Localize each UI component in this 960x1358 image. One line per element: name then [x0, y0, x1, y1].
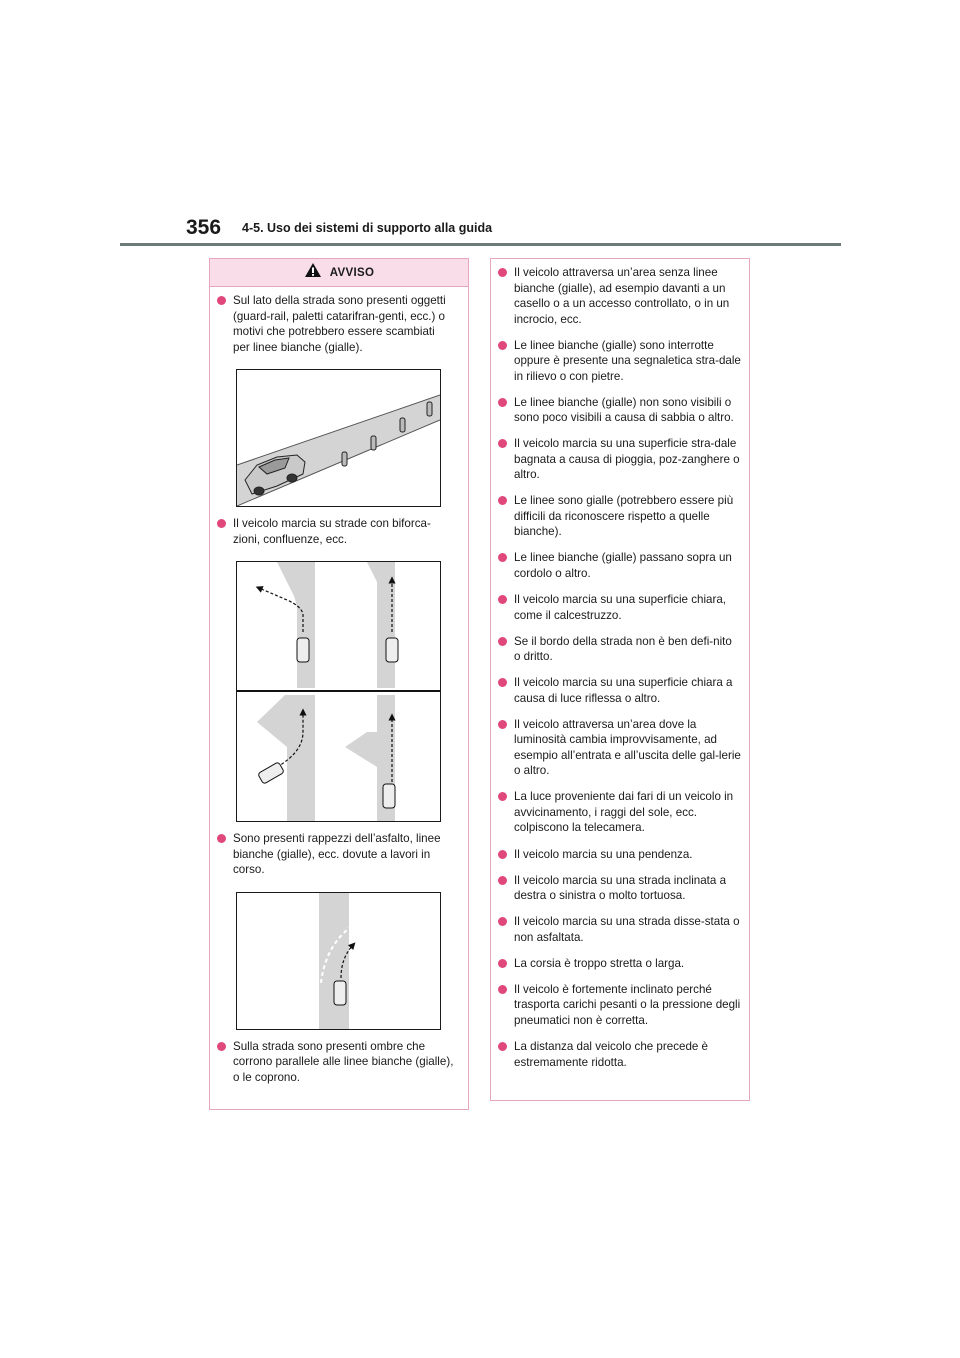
warning-header: [210, 259, 468, 287]
illustration-road-works: [236, 892, 441, 1030]
illustration-road-forks: [236, 561, 441, 822]
bullet-dot-icon: [498, 850, 507, 859]
header-rule: [120, 243, 841, 246]
bullet-dot-icon: [498, 959, 507, 968]
bullet-dot-icon: [498, 595, 507, 604]
bullet-dot-icon: [498, 720, 507, 729]
bullet-dot-icon: [217, 519, 226, 528]
list-item: Il veicolo attraversa un’area senza linee bianche (gialle), ad esempio davanti a un casello o a un accesso controllato, o in un incrocio, ecc.: [498, 265, 741, 327]
warning-triangle-icon: [304, 262, 322, 283]
list-item: Le linee bianche (gialle) passano sopra un cordolo o altro.: [498, 550, 741, 581]
bullet-dot-icon: [498, 985, 507, 994]
list-item: La luce proveniente dai fari di un veicolo in avvicinamento, i raggi del sole, ecc. colpiscono la telecamera.: [498, 789, 741, 836]
bullet-dot-icon: [498, 496, 507, 505]
bullet-dot-icon: [498, 398, 507, 407]
bullet-dot-icon: [498, 792, 507, 801]
bullet-dot-icon: [498, 1042, 507, 1051]
bullet-dot-icon: [498, 439, 507, 448]
bullet-dot-icon: [217, 834, 226, 843]
bullet-dot-icon: [498, 553, 507, 562]
bullet-dot-icon: [217, 296, 226, 305]
list-item: Il veicolo marcia su una strada disse-stata o non asfaltata.: [498, 914, 741, 945]
list-item: Sono presenti rappezzi dell’asfalto, linee bianche (gialle), ecc. dovute a lavori in corso.: [217, 831, 454, 878]
bullet-dot-icon: [498, 678, 507, 687]
bullet-dot-icon: [498, 637, 507, 646]
list-item: Il veicolo attraversa un’area dove la luminosità cambia improvvisamente, ad esempio all’entrata e all’uscita delle gal-lerie o altro.: [498, 717, 741, 779]
section-title: 4-5. Uso dei sistemi di supporto alla guida: [242, 221, 493, 235]
list-item: Il veicolo marcia su strade con biforca-zioni, confluenze, ecc.: [217, 516, 454, 547]
warning-box-right: [490, 258, 750, 1101]
warning-box-left: [209, 258, 469, 1110]
list-item: Le linee sono gialle (potrebbero essere più difficili da riconoscere rispetto a quelle bianche).: [498, 493, 741, 540]
warning-title: AVVISO: [329, 266, 375, 279]
list-item: Il veicolo marcia su una strada inclinata a destra o sinistra o molto tortuosa.: [498, 873, 741, 904]
bullet-dot-icon: [498, 876, 507, 885]
list-item: La distanza dal veicolo che precede è estremamente ridotta.: [498, 1039, 741, 1070]
list-item: Le linee bianche (gialle) sono interrotte oppure è presente una segnaletica stra-dale in rilievo o con pietre.: [498, 338, 741, 385]
list-item: Le linee bianche (gialle) non sono visibili o sono poco visibili a causa di sabbia o altro.: [498, 395, 741, 426]
list-item: Il veicolo marcia su una pendenza.: [498, 847, 741, 863]
list-item: Se il bordo della strada non è ben defi-nito o dritto.: [498, 634, 741, 665]
bullet-dot-icon: [498, 341, 507, 350]
bullet-dot-icon: [498, 268, 507, 277]
list-item: Il veicolo marcia su una superficie stra-dale bagnata a causa di pioggia, poz-zanghere o altro.: [498, 436, 741, 483]
illustration-roadside-posts: [236, 369, 441, 507]
bullet-dot-icon: [498, 917, 507, 926]
list-item: La corsia è troppo stretta o larga.: [498, 956, 741, 972]
list-item: Il veicolo marcia su una superficie chiara a causa di luce riflessa o altro.: [498, 675, 741, 706]
list-item: Sulla strada sono presenti ombre che corrono parallele alle linee bianche (gialle), o le coprono.: [217, 1039, 454, 1086]
bullet-dot-icon: [217, 1042, 226, 1051]
list-item: Il veicolo marcia su una superficie chiara, come il calcestruzzo.: [498, 592, 741, 623]
page-number: 356: [186, 216, 222, 239]
list-item: Sul lato della strada sono presenti oggetti (guard-rail, paletti catarifran-genti, ecc.) o motivi che potrebbero essere scambiati per linee bianche (gialle).: [217, 293, 454, 355]
list-item: Il veicolo è fortemente inclinato perché trasporta carichi pesanti o la pressione degli pneumatici non è corretta.: [498, 982, 741, 1029]
